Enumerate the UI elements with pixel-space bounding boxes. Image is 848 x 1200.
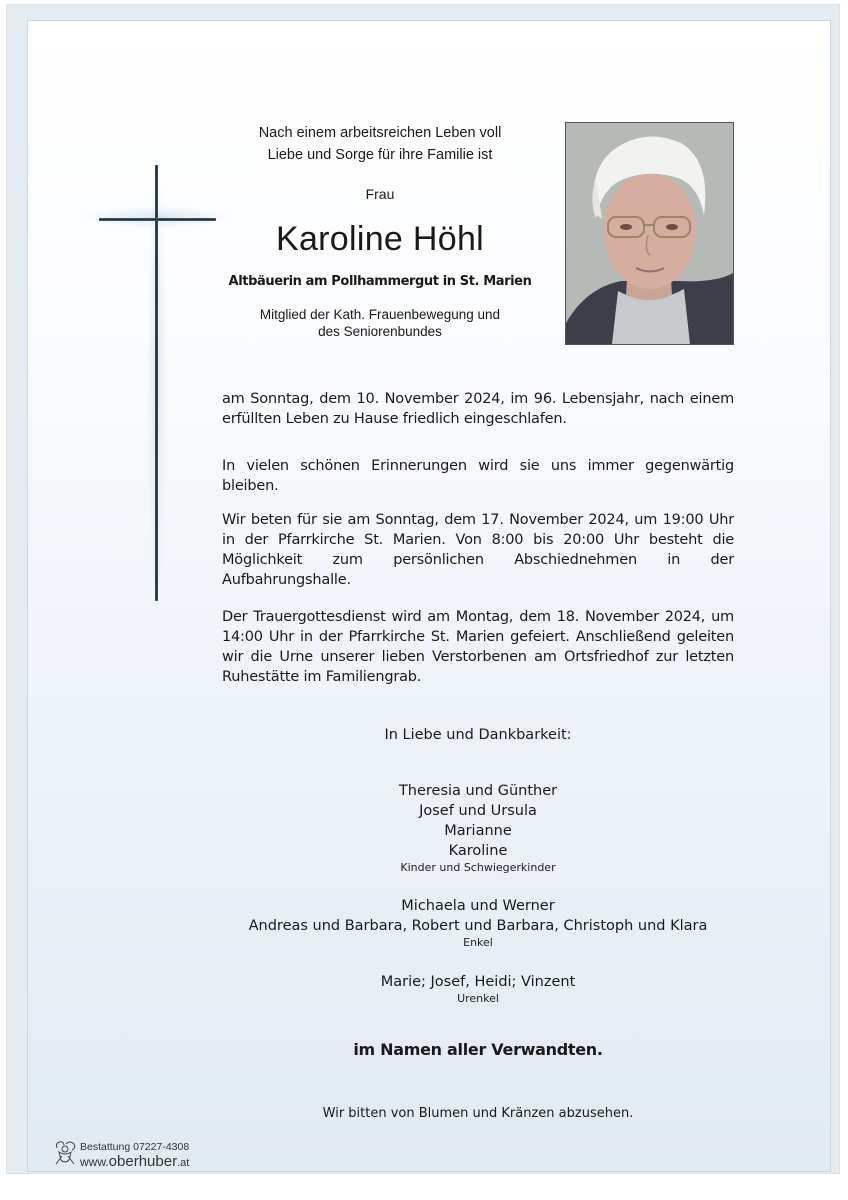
cross-icon xyxy=(155,165,158,601)
portrait-icon xyxy=(566,123,733,344)
relation-label: Kinder und Schwiegerkinder xyxy=(400,861,556,874)
membership-line: des Seniorenbundes xyxy=(318,324,442,339)
family-name: Andreas und Barbara, Robert und Barbara, Christoph und Klara xyxy=(248,918,708,934)
salutation: Frau xyxy=(365,186,395,202)
family-name: Karoline xyxy=(448,843,508,859)
prayer-info: Wir beten für sie am Sonntag, dem 17. November 2024, um 19:00 Uhr in der Pfarrkirche St. Marien. Von 8:00 bis 20:00 Uhr besteht die Möglichkeit zum persönlichen Abschiednehmen in der Aufbahrungshalle. xyxy=(222,512,734,588)
family-name: Josef und Ursula xyxy=(419,803,537,819)
angel-logo-icon xyxy=(53,1140,77,1166)
intro-text xyxy=(222,122,538,166)
deceased-occupation: Altbäuerin am Pollhammergut in St. Marien xyxy=(228,274,532,289)
web-prefix: www. xyxy=(80,1155,109,1169)
family-name: Marianne xyxy=(444,823,512,839)
cross-icon xyxy=(99,218,216,221)
thanks-heading: In Liebe und Dankbarkeit: xyxy=(384,727,572,743)
funeral-info: Der Trauergottesdienst wird am Montag, dem 18. November 2024, um 14:00 Uhr in der Pfarrkirche St. Marien gefeiert. Anschließend geleiten wir die Urne unserer lieben Verstorbenen am Ortsfriedhof zur letzten Ruhestätte im Familiengrab. xyxy=(222,609,734,685)
deceased-membership xyxy=(222,306,538,340)
deceased-name: Karoline Höhl xyxy=(275,220,485,258)
family-name: Michaela und Werner xyxy=(401,898,555,914)
company-phone: Bestattung 07227-4308 xyxy=(80,1141,190,1153)
membership-line: Mitglied der Kath. Frauenbewegung und xyxy=(259,307,501,322)
remembrance-text: In vielen schönen Erinnerungen wird sie uns immer gegenwärtig bleiben. xyxy=(222,458,734,494)
web-name: oberhuber xyxy=(108,1153,178,1170)
portrait-photo xyxy=(565,122,734,345)
death-notice: am Sonntag, dem 10. November 2024, im 96. Lebensjahr, nach einem erfüllten Leben zu Hause friedlich eingeschlafen. xyxy=(222,391,734,427)
web-tld: .at xyxy=(177,1157,190,1169)
flowers-request: Wir bitten von Blumen und Kränzen abzusehen. xyxy=(322,1106,634,1121)
closing-text: im Namen aller Verwandten. xyxy=(353,1040,603,1059)
children-group xyxy=(222,781,734,875)
family-name: Theresia und Günther xyxy=(398,783,558,799)
great-grandchildren-group xyxy=(222,972,734,1006)
family-name: Marie; Josef, Heidi; Vinzent xyxy=(380,974,576,990)
grandchildren-group xyxy=(222,896,734,950)
relation-label: Urenkel xyxy=(457,992,499,1005)
intro-line: Nach einem arbeitsreichen Leben voll xyxy=(258,125,502,141)
intro-line: Liebe und Sorge für ihre Familie ist xyxy=(267,147,493,163)
relation-label: Enkel xyxy=(463,936,493,949)
company-website[interactable] xyxy=(80,1153,189,1170)
